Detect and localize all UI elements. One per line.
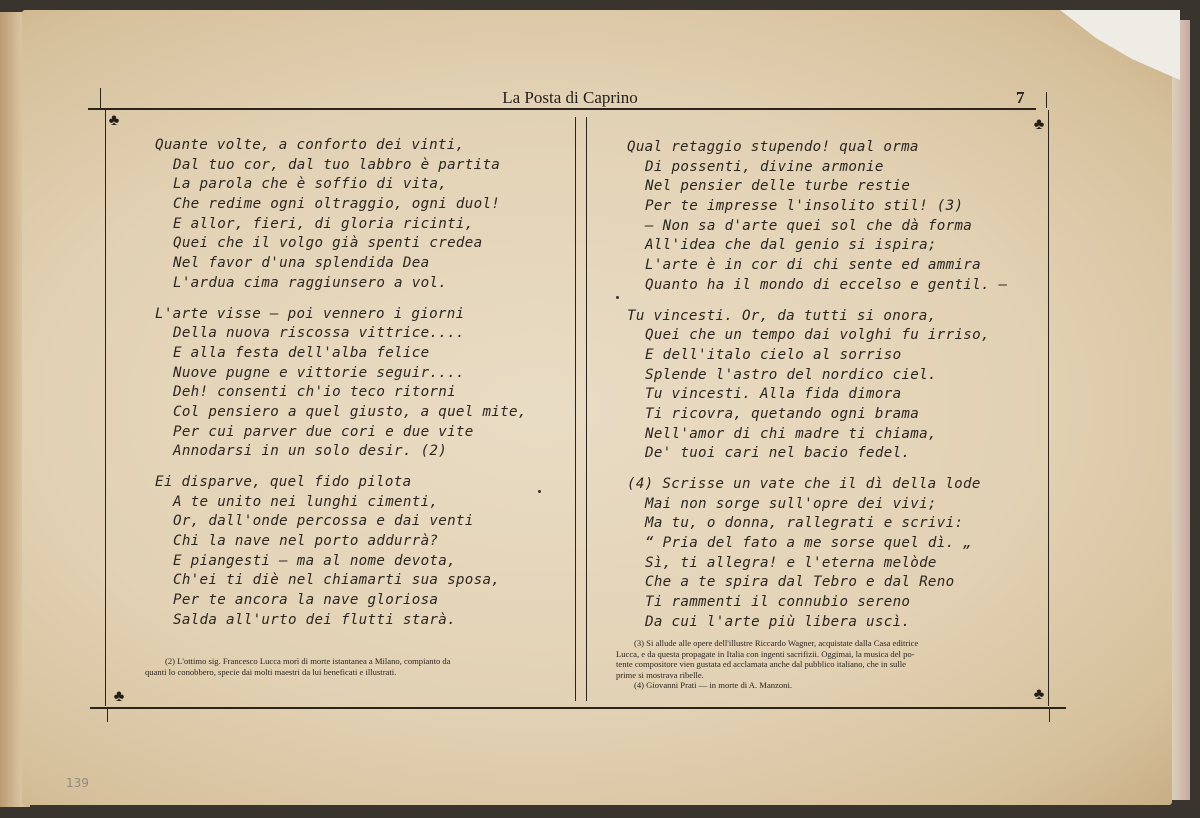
verse-line: All'idea che dal genio si ispira; — [645, 237, 937, 254]
verse-line: “ Pria del fato a me sorse quel dì. „ — [645, 535, 973, 552]
club-ornament-icon: ♣ — [1033, 686, 1045, 703]
club-ornament-icon: ♣ — [108, 112, 120, 129]
club-ornament-icon: ♣ — [113, 688, 125, 705]
verse-line: Per te ancora la nave gloriosa — [173, 592, 439, 609]
verse-line: L'ardua cima raggiunsero a vol. — [173, 274, 448, 291]
footnote-left — [145, 656, 451, 677]
header-tick-left — [100, 88, 101, 108]
verse-line: Quei che il volgo già spenti credea — [173, 235, 483, 252]
poem-column-left — [155, 136, 527, 642]
running-head: La Posta di Caprino — [502, 88, 638, 107]
verse-line: Della nuova riscossa vittrice.... — [173, 325, 465, 342]
footnote-right — [616, 638, 918, 691]
stanza — [155, 305, 527, 463]
bottom-tick-right — [1049, 708, 1050, 722]
verse-line: Nel pensier delle turbe restie — [645, 178, 911, 195]
verse-line: Ei disparve, quel fido pilota — [155, 474, 412, 490]
footnote-line: Lucca, e da questa propagate in Italia con ingenti sacrifizii. Oggimai, la musica del po- — [616, 648, 915, 659]
verse-line: Col pensiero a quel giusto, a quel mite, — [173, 403, 527, 420]
poem-column-right — [627, 138, 1008, 644]
verse-line: Splende l'astro del nordico ciel. — [645, 366, 937, 383]
verse-line: Tu vincesti. Alla fida dimora — [645, 386, 902, 403]
stanza — [155, 473, 527, 631]
stanza — [627, 138, 1008, 296]
verse-line: Quante volte, a conforto dei vinti, — [155, 137, 465, 153]
verse-line: Ma tu, o donna, rallegrati e scrivi: — [645, 515, 964, 532]
verse-line: Salda all'urto dei flutti starà. — [173, 611, 456, 628]
bottom-rule — [90, 707, 1066, 709]
header-tick-right — [1046, 92, 1047, 108]
verse-line: L'arte visse — poi vennero i giorni — [155, 305, 465, 322]
verse-line: A te unito nei lunghi cimenti, — [173, 493, 439, 510]
verse-line: — Non sa d'arte quei sol che dà forma — [645, 217, 973, 234]
footnote-line: tente compositore vien gustata ed acclamata anche dal pubblico italiano, che in sulle — [616, 659, 906, 669]
stanza — [627, 307, 1008, 465]
footnote-line: prime si mostrava ribelle. — [616, 669, 704, 680]
top-rule — [88, 108, 1036, 110]
verse-line: E alla festa dell'alba felice — [173, 344, 430, 361]
footnote-line: (3) Si allude alle opere dell'illustre Riccardo Wagner, acquistate dalla Casa editrice — [634, 638, 919, 648]
verse-line: L'arte è in cor di chi sente ed ammira — [645, 257, 981, 274]
column-divider-right — [586, 117, 587, 701]
verse-line: E piangesti — ma al nome devota, — [173, 552, 456, 569]
verse-line: (4) Scrisse un vate che il dì della lode — [627, 476, 981, 492]
verse-line: Ch'ei ti diè nel chiamarti sua sposa, — [173, 572, 501, 589]
ink-speck — [538, 490, 541, 493]
verse-line: Ti ricovra, quetando ogni brama — [645, 405, 920, 422]
verse-line: Nuove pugne e vittorie seguir.... — [173, 364, 465, 381]
page-number: 7 — [1016, 88, 1025, 107]
verse-line: E allor, fieri, di gloria ricinti, — [173, 215, 474, 232]
bottom-tick-left — [107, 708, 108, 722]
verse-line: De' tuoi cari nel bacio fedel. — [645, 445, 911, 462]
verse-line: Dal tuo cor, dal tuo labbro è partita — [173, 156, 501, 173]
verse-line: Nel favor d'una splendida Dea — [173, 255, 430, 272]
verse-line: Sì, ti allegra! e l'eterna melòde — [645, 554, 937, 571]
ink-speck — [616, 296, 619, 299]
verse-line: Or, dall'onde percossa e dai venti — [173, 513, 474, 530]
verse-line: Deh! consenti ch'io teco ritorni — [173, 384, 456, 401]
stanza — [627, 475, 1008, 633]
verse-line: Mai non sorge sull'opre dei vivi; — [645, 495, 937, 512]
verse-line: Per te impresse l'insolito stil! (3) — [645, 198, 964, 215]
verse-line: Quei che un tempo dai volghi fu irriso, — [645, 327, 990, 344]
footnote-line: quanti lo conobbero, specie dai molti maestri da lui beneficati e illustrati. — [145, 666, 397, 677]
frame-left — [105, 110, 106, 706]
verse-line: Tu vincesti. Or, da tutti si onora, — [627, 307, 937, 324]
verse-line: Da cui l'arte più libera uscì. — [645, 613, 911, 630]
verse-line: Qual retaggio stupendo! qual orma — [627, 139, 919, 155]
footnote-line: (4) Giovanni Prati — in morte di A. Manzoni. — [634, 680, 793, 690]
column-divider-left — [575, 117, 576, 701]
verse-line: Quanto ha il mondo di eccelso e gentil. — — [645, 276, 1008, 293]
verse-line: E dell'italo cielo al sorriso — [645, 346, 902, 363]
verse-line: Ti rammenti il connubio sereno — [645, 594, 911, 611]
club-ornament-icon: ♣ — [1033, 116, 1045, 133]
verse-line: Chi la nave nel porto addurrà? — [173, 533, 439, 550]
verse-line: Per cui parver due cori e due vite — [173, 423, 474, 440]
verse-line: Che a te spira dal Tebro e dal Reno — [645, 574, 955, 591]
verse-line: Che redime ogni oltraggio, ogni duol! — [173, 196, 501, 213]
verse-line: Annodarsi in un solo desir. (2) — [173, 443, 448, 460]
verse-line: Nell'amor di chi madre ti chiama, — [645, 425, 937, 442]
footnote-line: (2) L'ottimo sig. Francesco Lucca morì di morte istantanea a Milano, compianto da — [165, 656, 451, 666]
verse-line: Di possenti, divine armonie — [645, 158, 884, 175]
stanza — [155, 136, 527, 294]
pencil-note: 139 — [66, 776, 89, 790]
frame-right — [1048, 110, 1049, 706]
verse-line: La parola che è soffio di vita, — [173, 176, 448, 193]
